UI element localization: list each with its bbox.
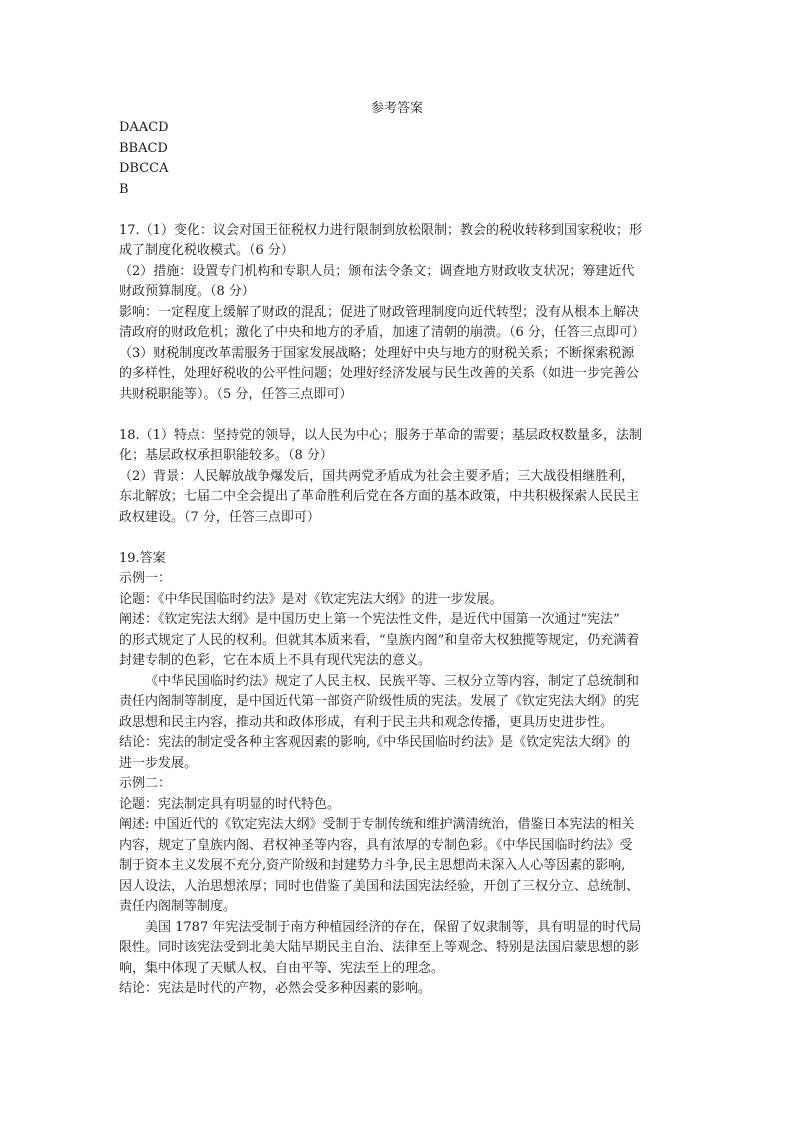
q19-line: 限性。同时该宪法受到北美大陆早期民主自治、法律至上等观念、特别是法国启蒙思想的影 <box>119 940 640 955</box>
q17-line: 的多样性，处理好税收的公平性问题；处理好经济发展与民生改善的关系（如进一步完善公 <box>119 366 640 381</box>
q19-line: 论题：《中华民国临时约法》是对《钦定宪法大纲》的进一步发展。 <box>119 591 503 607</box>
q17-line: 清政府的财政危机；激化了中央和地方的矛盾，加速了清朝的崩溃。（6 分，任答三点即可） <box>119 325 645 340</box>
q19-line: 因人设法，人治思想浓厚；同时也借鉴了美国和法国宪法经验，开创了三权分立、总统制、 <box>119 878 640 894</box>
answer-line: B <box>119 181 129 197</box>
q19-line: 美国 1787 年宪法受制于南方种植园经济的存在，保留了奴隶制等，具有明显的时代局 <box>145 919 642 935</box>
q18-line: 东北解放；七届二中全会提出了革命胜利后党在各方面的基本政策，中共积极探索人民民主 <box>119 489 640 504</box>
spacer <box>119 528 679 549</box>
q18-line: （2）背景：人民解放战争爆发后，国共两党矛盾成为社会主要矛盾；三大战役相继胜利， <box>119 468 635 484</box>
question-19 <box>119 549 679 1000</box>
q19-line: 《中华民国临时约法》规定了人民主权、民族平等、三权分立等内容，制定了总统制和 <box>145 673 640 689</box>
q19-line: 结论：宪法是时代的产物，必然会受多种因素的影响。 <box>119 981 432 996</box>
question-18 <box>119 426 679 529</box>
q17-line: 共财税职能等）。（5 分，任答三点即可） <box>119 386 353 402</box>
q19-line: 示例二： <box>119 776 172 791</box>
q18-line: 政权建设。（7 分，任答三点即可） <box>119 509 320 525</box>
spacer <box>119 405 679 426</box>
q17-line: 17.（1）变化：议会对国王征税权力进行限制到放松限制；教会的税收转移到国家税收；形 <box>119 222 642 238</box>
answer-line: DAACD <box>119 120 169 135</box>
q19-line: 政思想和民主内容，推动共和政体形成，有利于民主共和观念传播，更具历史进步性。 <box>119 714 614 730</box>
q17-line: 影响：一定程度上缓解了财政的混乱；促进了财政管理制度向近代转型；没有从根本上解决 <box>119 304 640 320</box>
answer-line: BBACD <box>119 140 168 156</box>
question-17 <box>119 221 679 406</box>
q19-line: 阐述：《钦定宪法大纲》是中国历史上第一个宪法性文件，是近代中国第一次通过“宪法” <box>119 612 620 627</box>
q19-line: 阐述: 中国近代的《钦定宪法大纲》受制于专制传统和维护满清统治，借鉴日本宪法的相关 <box>119 817 635 832</box>
q17-line: （2）措施：设置专门机构和专职人员；颁布法令条文；调查地方财政收支状况；筹建近代 <box>119 263 635 279</box>
q19-line: 结论：宪法的制定受各种主客观因素的影响,《中华民国临时约法》是《钦定宪法大纲》的 <box>119 735 631 750</box>
q19-line: 责任内阁制等制度，是中国近代第一部资产阶级性质的宪法。发展了《钦定宪法大纲》的宪 <box>119 694 640 709</box>
q17-line: （3）财税制度改革需服务于国家发展战略；处理好中央与地方的财税关系；不断探索税源 <box>119 345 635 361</box>
q19-line: 示例一： <box>119 571 172 586</box>
q19-line: 封建专制的色彩，它在本质上不具有现代宪法的意义。 <box>119 653 432 668</box>
q19-line: 进一步发展。 <box>119 755 198 771</box>
q19-line: 的形式规定了人民的权利。但就其本质来看，“皇族内阁”和皇帝大权独揽等规定，仍充满着 <box>119 632 640 648</box>
q18-line: 化；基层政权承担职能较多。（8 分） <box>119 448 333 463</box>
q19-line: 制于资本主义发展不充分,资产阶级和封建势力斗争,民主思想尚未深入人心等因素的影响, <box>119 858 626 873</box>
document-body <box>119 118 679 1000</box>
spacer <box>119 200 679 221</box>
q19-line: 内容，规定了皇族内阁、君权神圣等内容，具有浓厚的专制色彩。《中华民国临时约法》受 <box>119 837 633 853</box>
page-title: 参考答案 <box>370 101 423 116</box>
q19-line: 响，集中体现了天赋人权、自由平等、宪法至上的理念。 <box>119 960 445 976</box>
q17-line: 成了制度化税收模式。（6 分） <box>119 243 294 258</box>
mc-answers <box>119 118 679 200</box>
q19-line: 19.答案 <box>119 550 166 566</box>
q19-line: 责任内阁制等制度。 <box>119 899 237 914</box>
answer-line: DBCCA <box>119 161 169 176</box>
q17-line: 财政预算制度。（8 分） <box>119 284 255 299</box>
q18-line: 18.（1）特点：坚持党的领导，以人民为中心；服务于革命的需要；基层政权数量多，法制 <box>119 427 642 443</box>
q19-line: 论题：宪法制定具有明显的时代特色。 <box>119 796 341 812</box>
